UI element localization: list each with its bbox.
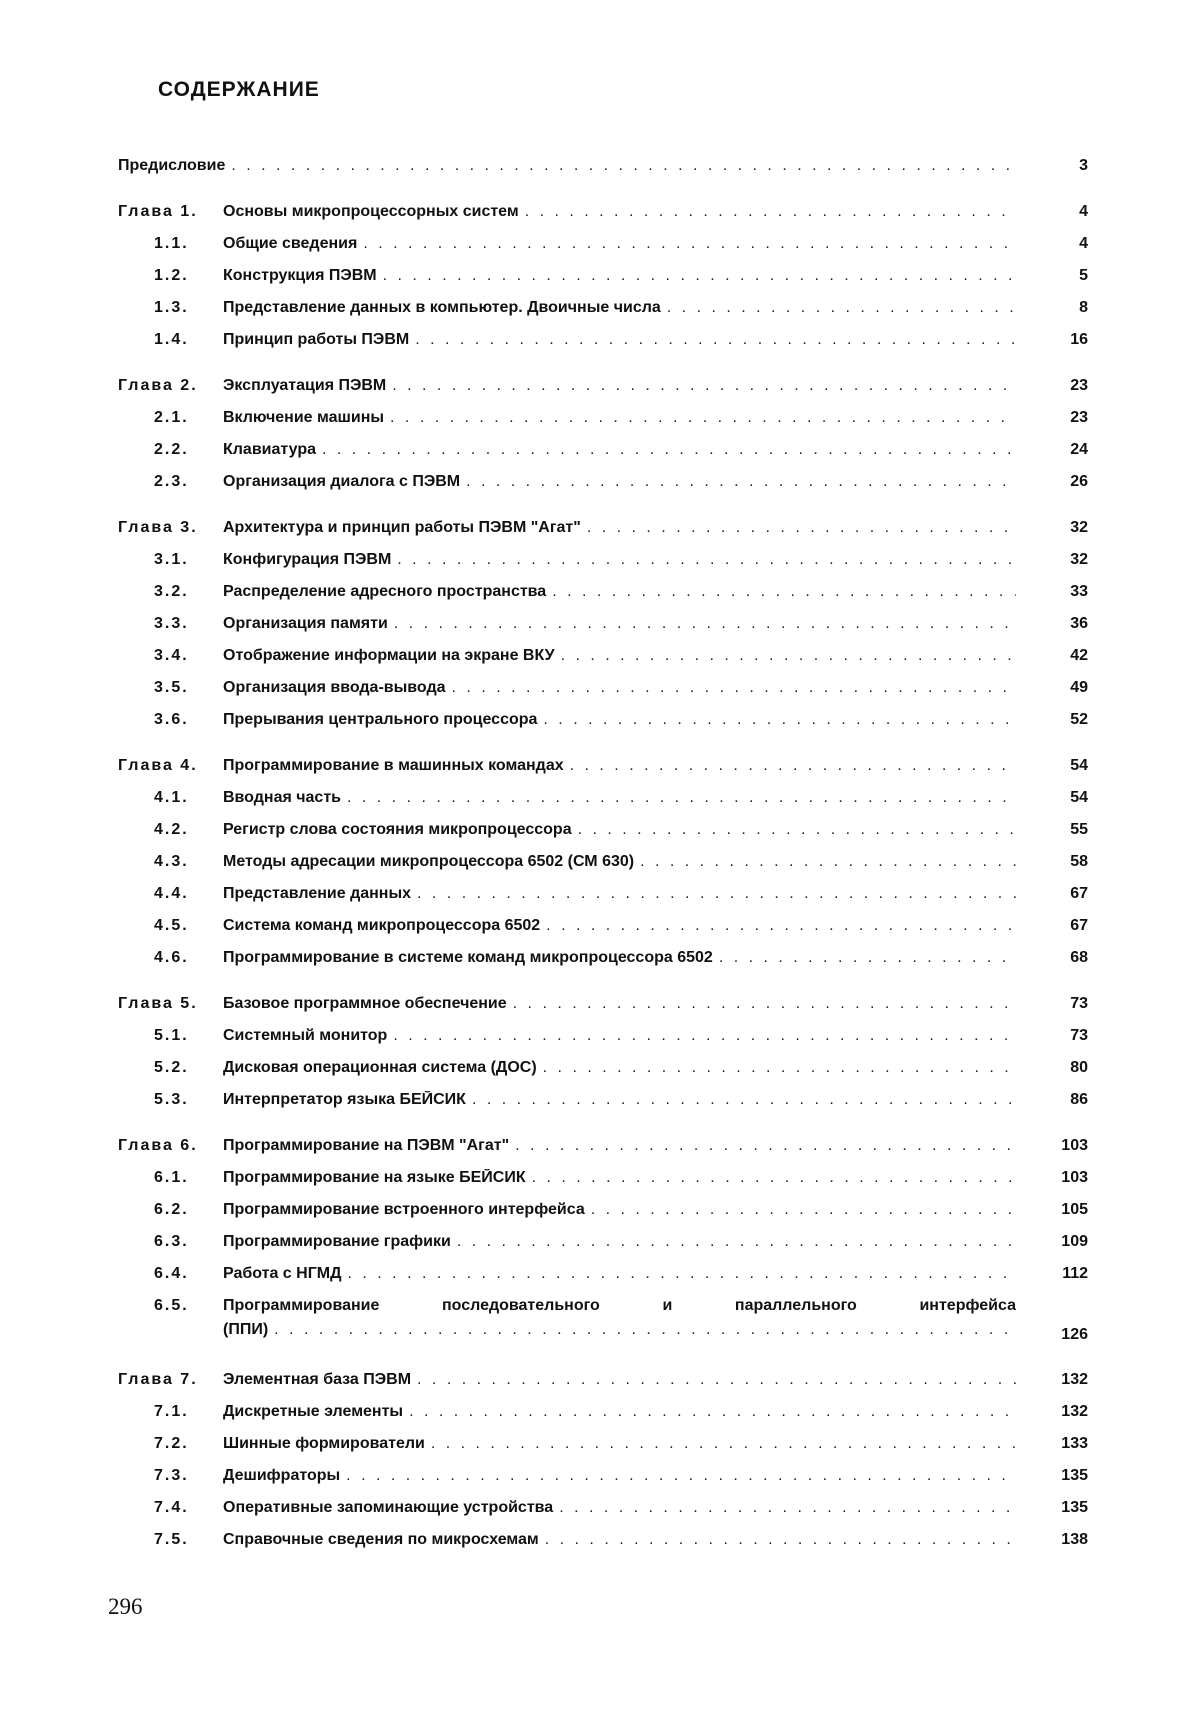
leader-dots (431, 1435, 1016, 1453)
toc-entry-title (223, 377, 1016, 395)
leader-dots (457, 1233, 1016, 1251)
chapter-page: 54 (1070, 757, 1088, 774)
toc-entry-title (223, 519, 1016, 537)
toc-section-row[interactable] (118, 404, 1088, 436)
toc-entry-text: Предисловие (118, 157, 226, 174)
section-number: 7.3. (154, 1467, 189, 1484)
table-of-contents (118, 152, 1088, 1558)
toc-entry-title (223, 1201, 1016, 1219)
section-title: Представление данных в компьютер. Двоичные числа (223, 299, 661, 316)
chapter-label: Глава 4. (118, 757, 198, 774)
toc-section-row[interactable] (118, 230, 1088, 262)
toc-entry-title (223, 299, 1016, 317)
leader-dots (392, 377, 1016, 395)
section-title: Системный монитор (223, 1027, 388, 1044)
section-page: 42 (1070, 647, 1088, 664)
chapter-label: Глава 3. (118, 519, 198, 536)
section-title: Программирование на языке БЕЙСИК (223, 1169, 526, 1186)
leader-dots (397, 551, 1016, 569)
leader-dots (719, 949, 1016, 967)
leader-dots (348, 1265, 1017, 1283)
toc-chapter-row[interactable] (118, 514, 1088, 546)
section-page: 67 (1070, 885, 1088, 902)
section-number: 6.4. (154, 1265, 189, 1282)
leader-dots (532, 1169, 1016, 1187)
section-page: 58 (1070, 853, 1088, 870)
leader-dots (591, 1201, 1016, 1219)
chapters-list (118, 184, 1088, 1558)
section-page: 133 (1061, 1435, 1088, 1452)
toc-section-row[interactable] (118, 706, 1088, 738)
section-title-word: интерфейса (919, 1297, 1016, 1314)
toc-section-row[interactable] (118, 1022, 1088, 1054)
section-number: 4.6. (154, 949, 189, 966)
toc-section-row[interactable] (118, 1164, 1088, 1196)
section-title: Шинные формирователи (223, 1435, 425, 1452)
toc-entry-page: 3 (1079, 157, 1088, 174)
section-title-word: и (662, 1297, 673, 1314)
section-number: 3.4. (154, 647, 189, 664)
leader-dots (545, 1531, 1016, 1549)
leader-dots (363, 235, 1016, 253)
spacer (118, 500, 1088, 514)
leader-dots (347, 789, 1016, 807)
leader-dots (543, 1059, 1016, 1077)
section-title: Дисковая операционная система (ДОС) (223, 1059, 537, 1076)
chapter-label: Глава 5. (118, 995, 198, 1012)
chapter-page: 103 (1061, 1137, 1088, 1154)
leader-dots (667, 299, 1016, 317)
leader-dots (513, 995, 1016, 1013)
section-page: 24 (1070, 441, 1088, 458)
section-title: Работа с НГМД (223, 1265, 342, 1282)
toc-section-row[interactable] (118, 784, 1088, 816)
section-page: 126 (1061, 1326, 1088, 1343)
toc-section-row[interactable] (118, 944, 1088, 976)
section-number: 2.1. (154, 409, 189, 426)
spacer (118, 976, 1088, 990)
section-page: 16 (1070, 331, 1088, 348)
toc-entry-title (223, 821, 1016, 839)
spacer (118, 1352, 1088, 1366)
toc-chapter-row[interactable] (118, 198, 1088, 230)
toc-section-row[interactable] (118, 578, 1088, 610)
section-number: 7.2. (154, 1435, 189, 1452)
section-title: Программирование встроенного интерфейса (223, 1201, 585, 1218)
section-number: 3.1. (154, 551, 189, 568)
section-page: 86 (1070, 1091, 1088, 1108)
section-page: 80 (1070, 1059, 1088, 1076)
section-number: 6.3. (154, 1233, 189, 1250)
toc-entry-title (223, 1297, 1016, 1339)
section-number: 5.2. (154, 1059, 189, 1076)
toc-section-row[interactable] (118, 1054, 1088, 1086)
toc-entry-title (118, 157, 1016, 175)
chapter-page: 23 (1070, 377, 1088, 394)
section-number: 4.5. (154, 917, 189, 934)
toc-chapter-row[interactable] (118, 752, 1088, 784)
toc-entry-title (223, 1499, 1016, 1517)
section-page: 73 (1070, 1027, 1088, 1044)
toc-entry-title (223, 1403, 1016, 1421)
toc-section-row[interactable] (118, 326, 1088, 358)
section-title-line1 (223, 1297, 1016, 1315)
toc-section-row[interactable] (118, 816, 1088, 848)
toc-entry-title (223, 885, 1016, 903)
leader-dots (274, 1321, 1016, 1339)
toc-entry-title (223, 711, 1016, 729)
leader-dots (393, 1027, 1016, 1045)
section-number: 3.5. (154, 679, 189, 696)
chapter-title: Базовое программное обеспечение (223, 995, 507, 1012)
section-number: 5.3. (154, 1091, 189, 1108)
chapter-page: 73 (1070, 995, 1088, 1012)
section-title: Включение машины (223, 409, 385, 426)
section-page: 132 (1061, 1403, 1088, 1420)
section-number: 3.6. (154, 711, 189, 728)
chapter-title: Программирование на ПЭВМ "Агат" (223, 1137, 510, 1154)
toc-section-row[interactable] (118, 1462, 1088, 1494)
toc-entry-title (223, 995, 1016, 1013)
section-page: 68 (1070, 949, 1088, 966)
section-page: 138 (1061, 1531, 1088, 1548)
section-number: 4.2. (154, 821, 189, 838)
leader-dots (322, 441, 1016, 459)
section-title: Конфигурация ПЭВМ (223, 551, 392, 568)
section-page: 32 (1070, 551, 1088, 568)
section-page: 55 (1070, 821, 1088, 838)
toc-section-row[interactable] (118, 468, 1088, 500)
leader-dots (525, 203, 1016, 221)
toc-entry-title (223, 1059, 1016, 1077)
toc-section-row[interactable] (118, 912, 1088, 944)
section-title: Организация памяти (223, 615, 388, 632)
chapter-title: Архитектура и принцип работы ПЭВМ "Агат" (223, 519, 581, 536)
page-number: 296 (108, 1594, 143, 1619)
chapter-label: Глава 2. (118, 377, 198, 394)
section-title: Программирование графики (223, 1233, 451, 1250)
chapter-title: Элементная база ПЭВМ (223, 1371, 412, 1388)
section-page: 103 (1061, 1169, 1088, 1186)
toc-entry-title (223, 551, 1016, 569)
toc-entry-title (223, 1233, 1016, 1251)
toc-section-row[interactable] (118, 1430, 1088, 1462)
section-title: Конструкция ПЭВМ (223, 267, 377, 284)
chapter-title: Программирование в машинных командах (223, 757, 564, 774)
toc-entry-title (223, 757, 1016, 775)
toc-entry-preface[interactable] (118, 152, 1088, 184)
section-title-word: Программирование (223, 1297, 380, 1314)
leader-dots (466, 473, 1016, 491)
section-page: 135 (1061, 1467, 1088, 1484)
section-page: 5 (1079, 267, 1088, 284)
toc-entry-title (223, 1371, 1016, 1389)
section-page: 23 (1070, 409, 1088, 426)
spacer (118, 738, 1088, 752)
chapter-label: Глава 7. (118, 1371, 198, 1388)
toc-entry-title (223, 1265, 1016, 1283)
section-page: 112 (1062, 1265, 1088, 1282)
toc-entry-title (223, 1169, 1016, 1187)
toc-section-row[interactable] (118, 1196, 1088, 1228)
leader-dots (543, 711, 1016, 729)
chapter-title: Эксплуатация ПЭВМ (223, 377, 387, 394)
leader-dots (231, 157, 1016, 175)
toc-section-row[interactable] (118, 1292, 1088, 1352)
toc-section-row[interactable] (118, 1260, 1088, 1292)
leader-dots (415, 331, 1016, 349)
spacer (118, 358, 1088, 372)
section-page: 4 (1079, 235, 1088, 252)
toc-entry-title (223, 1467, 1016, 1485)
toc-section-row[interactable] (118, 1526, 1088, 1558)
toc-entry-title (223, 949, 1016, 967)
section-title: Система команд микропроцессора 6502 (223, 917, 541, 934)
section-title: Организация ввода-вывода (223, 679, 446, 696)
leader-dots (640, 853, 1016, 871)
section-number: 5.1. (154, 1027, 189, 1044)
toc-chapter-row[interactable] (118, 1366, 1088, 1398)
section-title-word: параллельного (734, 1297, 857, 1314)
leader-dots (559, 1499, 1016, 1517)
section-title: Прерывания центрального процессора (223, 711, 538, 728)
section-number: 4.1. (154, 789, 189, 806)
section-page: 36 (1070, 615, 1088, 632)
section-page: 26 (1070, 473, 1088, 490)
toc-entry-title (223, 1531, 1016, 1549)
section-number: 7.5. (154, 1531, 189, 1548)
leader-dots (546, 917, 1016, 935)
leader-dots (587, 519, 1016, 537)
toc-section-row[interactable] (118, 1398, 1088, 1430)
toc-entry-title (223, 235, 1016, 253)
toc-section-row[interactable] (118, 610, 1088, 642)
toc-entry-title (223, 473, 1016, 491)
toc-chapter-row[interactable] (118, 372, 1088, 404)
section-number: 6.5. (154, 1297, 189, 1314)
leader-dots (409, 1403, 1016, 1421)
section-title: Представление данных (223, 885, 412, 902)
section-number: 6.2. (154, 1201, 189, 1218)
toc-entry-title (223, 647, 1016, 665)
chapter-label: Глава 6. (118, 1137, 198, 1154)
toc-section-row[interactable] (118, 674, 1088, 706)
leader-dots (515, 1137, 1016, 1155)
section-number: 4.3. (154, 853, 189, 870)
section-page: 54 (1070, 789, 1088, 806)
section-number: 1.4. (154, 331, 189, 348)
leader-dots (561, 647, 1016, 665)
section-title: Вводная часть (223, 789, 341, 806)
section-number: 7.1. (154, 1403, 189, 1420)
toc-entry-title (223, 615, 1016, 633)
section-page: 8 (1079, 299, 1088, 316)
section-page: 105 (1061, 1201, 1088, 1218)
leader-dots (570, 757, 1016, 775)
section-number: 4.4. (154, 885, 189, 902)
section-number: 1.1. (154, 235, 189, 252)
section-page: 109 (1061, 1233, 1088, 1250)
leader-dots (346, 1467, 1016, 1485)
section-number: 3.2. (154, 583, 189, 600)
toc-section-row[interactable] (118, 262, 1088, 294)
toc-entry-title (223, 853, 1016, 871)
leader-dots (552, 583, 1016, 601)
section-number: 1.2. (154, 267, 189, 284)
toc-entry-title (223, 917, 1016, 935)
leader-dots (452, 679, 1016, 697)
chapter-page: 32 (1070, 519, 1088, 536)
section-number: 3.3. (154, 615, 189, 632)
section-title-word: последовательного (441, 1297, 600, 1314)
toc-entry-title (223, 679, 1016, 697)
chapter-title: Основы микропроцессорных систем (223, 203, 519, 220)
section-title: Интерпретатор языка БЕЙСИК (223, 1091, 466, 1108)
leader-dots (472, 1091, 1016, 1109)
toc-entry-title (223, 1435, 1016, 1453)
section-title: Клавиатура (223, 441, 316, 458)
toc-entry-title (223, 441, 1016, 459)
section-title: Оперативные запоминающие устройства (223, 1499, 554, 1516)
section-title: Программирование в системе команд микропроцессора 6502 (223, 949, 713, 966)
toc-section-row[interactable] (118, 1086, 1088, 1118)
section-page: 52 (1070, 711, 1088, 728)
leader-dots (417, 1371, 1016, 1389)
section-title: Справочные сведения по микросхемам (223, 1531, 539, 1548)
toc-entry-title (223, 267, 1016, 285)
toc-entry-title (223, 203, 1016, 221)
toc-section-row[interactable] (118, 642, 1088, 674)
page-title: СОДЕРЖАНИЕ (158, 78, 320, 101)
section-title: Дешифраторы (223, 1467, 341, 1484)
section-title-text: (ППИ) (223, 1321, 269, 1338)
section-title: Дискретные элементы (223, 1403, 404, 1420)
section-number: 6.1. (154, 1169, 189, 1186)
section-number: 7.4. (154, 1499, 189, 1516)
leader-dots (383, 267, 1016, 285)
toc-section-row[interactable] (118, 848, 1088, 880)
section-number: 2.3. (154, 473, 189, 490)
section-title: Отображение информации на экране ВКУ (223, 647, 555, 664)
toc-section-row[interactable] (118, 546, 1088, 578)
section-number: 1.3. (154, 299, 189, 316)
section-title: Регистр слова состояния микропроцессора (223, 821, 572, 838)
toc-section-row[interactable] (118, 294, 1088, 326)
chapter-page: 132 (1061, 1371, 1088, 1388)
toc-section-row[interactable] (118, 1494, 1088, 1526)
section-page: 67 (1070, 917, 1088, 934)
spacer (118, 184, 1088, 198)
toc-entry-title (223, 583, 1016, 601)
section-page: 33 (1070, 583, 1088, 600)
section-number: 2.2. (154, 441, 189, 458)
chapter-page: 4 (1079, 203, 1088, 220)
toc-chapter-row[interactable] (118, 990, 1088, 1022)
leader-dots (578, 821, 1016, 839)
spacer (118, 1118, 1088, 1132)
section-title: Методы адресации микропроцессора 6502 (СМ 630) (223, 853, 635, 870)
leader-dots (394, 615, 1016, 633)
toc-entry-title (223, 409, 1016, 427)
toc-section-row[interactable] (118, 880, 1088, 912)
toc-entry-title (223, 331, 1016, 349)
section-title: Принцип работы ПЭВМ (223, 331, 410, 348)
toc-section-row[interactable] (118, 436, 1088, 468)
toc-entry-title (223, 1027, 1016, 1045)
section-title: Распределение адресного пространства (223, 583, 547, 600)
toc-entry-title (223, 1091, 1016, 1109)
toc-entry-title (223, 1137, 1016, 1155)
toc-section-row[interactable] (118, 1228, 1088, 1260)
toc-chapter-row[interactable] (118, 1132, 1088, 1164)
chapter-label: Глава 1. (118, 203, 198, 220)
leader-dots (417, 885, 1016, 903)
section-page: 135 (1061, 1499, 1088, 1516)
section-title: Общие сведения (223, 235, 358, 252)
section-page: 49 (1070, 679, 1088, 696)
section-title-line2 (223, 1321, 1016, 1339)
section-title: Организация диалога с ПЭВМ (223, 473, 461, 490)
leader-dots (390, 409, 1016, 427)
toc-entry-title (223, 789, 1016, 807)
